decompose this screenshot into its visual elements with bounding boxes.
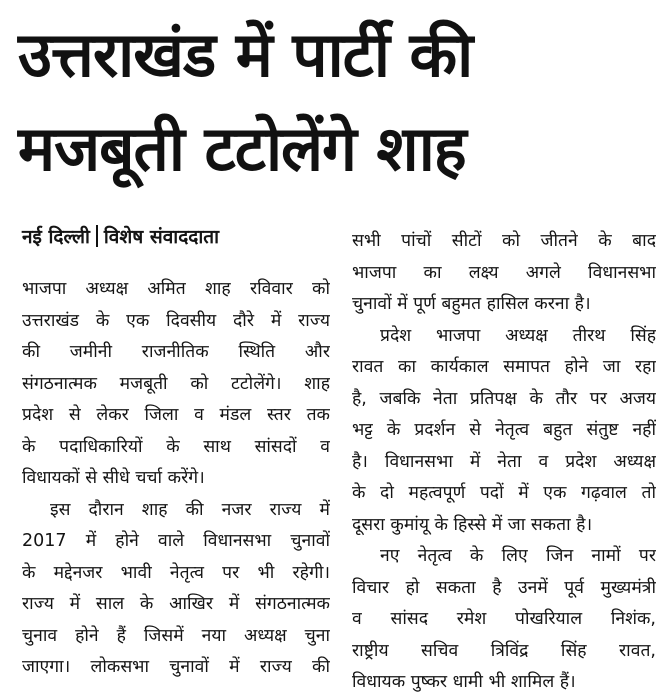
text-line: इस दौरान शाह की नजर राज्य में	[50, 499, 330, 520]
left-column	[22, 222, 330, 684]
text-line: प्रदेश से लेकर जिला व मंडल स्तर तक	[22, 405, 330, 425]
text-line: व सांसद रमेश पोखरियाल निशंक,	[352, 609, 656, 629]
text-line: के दो महत्वपूर्ण पदों में एक गढ़वाल तो	[352, 483, 656, 503]
headline-line-2: मजबूती टटोलेंगे शाह	[18, 112, 466, 185]
text-line: 2017 में होने वाले विधानसभा चुनावों	[22, 531, 330, 551]
text-line: दूसरा कुमांयू के हिस्से में जा सकता है।	[352, 514, 593, 535]
text-line: रावत का कार्यकाल समापत होने जा रहा	[352, 357, 656, 377]
left-paragraph-1	[22, 274, 330, 495]
text-line: चुनाव होने हैं जिसमें नया अध्यक्ष चुना	[22, 625, 330, 646]
text-line: है, जबकि नेता प्रतिपक्ष के तौर पर अजय	[352, 388, 656, 409]
headline-line-1: उत्तराखंड में पार्टी की	[18, 18, 473, 91]
byline-author: विशेष संवाददाता	[103, 226, 220, 248]
text-line: भाजपा अध्यक्ष अमित शाह रविवार को	[22, 279, 330, 299]
text-line: भाजपा का लक्ष्य अगले विधानसभा	[352, 262, 656, 283]
text-line: है। विधानसभा में नेता व प्रदेश अध्यक्ष	[352, 451, 656, 472]
text-line: सभी पांचों सीटों को जीतने के बाद	[352, 231, 656, 251]
right-column	[352, 226, 656, 699]
byline-separator	[96, 225, 98, 247]
text-line: नए नेतृत्व के लिए जिन नामों पर	[380, 546, 656, 566]
text-line: संगठनात्मक मजबूती को टटोलेंगे। शाह	[22, 373, 330, 394]
text-line: के पदाधिकारियों के साथ सांसदों व	[22, 436, 330, 457]
text-line: विधायक पुष्कर धामी भी शामिल हैं।	[352, 672, 576, 692]
text-line: विचार हो सकता है उनमें पूर्व मुख्यमंत्री	[352, 577, 656, 598]
text-line: विधायकों से सीधे चर्चा करेंगे।	[22, 468, 205, 488]
text-line: प्रदेश भाजपा अध्यक्ष तीरथ सिंह	[380, 325, 656, 346]
text-line: राष्ट्रीय सचिव त्रिविंद्र सिंह रावत,	[352, 640, 656, 661]
byline	[22, 222, 330, 252]
text-line: भट्ट के प्रदर्शन से नेतृत्व बहुत संतुष्ट नहीं	[352, 420, 656, 440]
text-line: जाएगा। लोकसभा चुनावों में राज्य की	[22, 657, 330, 677]
right-paragraph-1	[352, 226, 656, 321]
text-line: की जमीनी राजनीतिक स्थिति और	[22, 342, 330, 362]
text-line: उत्तराखंड के एक दिवसीय दौरे में राज्य	[22, 310, 330, 331]
byline-place: नई दिल्ली	[22, 226, 90, 248]
right-paragraph-2	[352, 321, 656, 542]
headline	[18, 8, 658, 196]
text-line: चुनावों में पूर्ण बहुमत हासिल करना है।	[352, 294, 591, 314]
right-paragraph-3	[352, 541, 656, 699]
text-line: के मद्देनजर भावी नेतृत्व पर भी रहेगी।	[22, 562, 330, 583]
left-paragraph-2	[22, 495, 330, 684]
text-line: राज्य में साल के आखिर में संगठनात्मक	[22, 594, 330, 614]
